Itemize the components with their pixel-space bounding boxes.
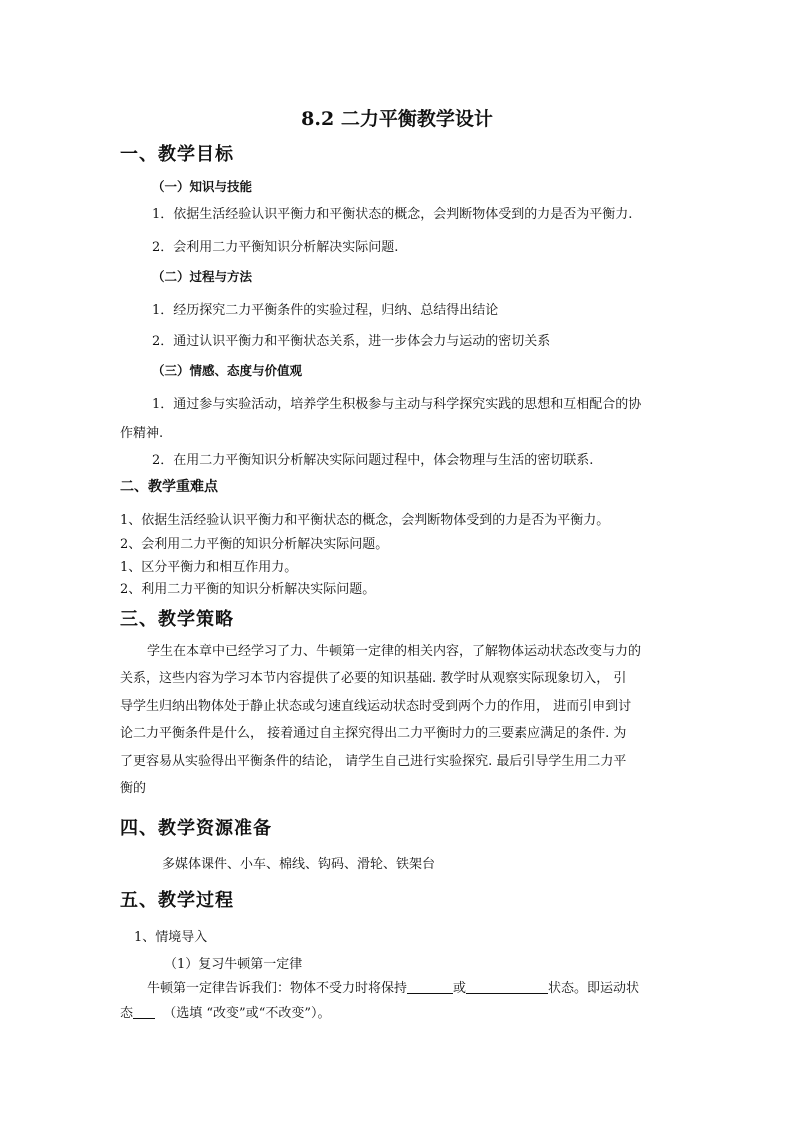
- list-item: 1、情境导入: [134, 930, 208, 945]
- fill-in-question: [120, 1002, 331, 1021]
- fill-in-question: [147, 977, 639, 996]
- paragraph-line: 1．依据生活经验认识平衡力和平衡状态的概念，会判断物体受到的力是否为平衡力.: [152, 207, 633, 222]
- question-text: （选填 “改变”或“不改变”）。: [163, 1006, 331, 1021]
- question-text: 状态。即运动状: [548, 981, 640, 996]
- paragraph-line: 衡的: [120, 781, 147, 796]
- section-heading-process: 五、教学过程: [120, 890, 234, 911]
- list-item: （1）复习牛顿第一定律: [164, 957, 303, 972]
- list-item: 2、利用二力平衡的知识分析解决实际问题。: [120, 582, 376, 597]
- paragraph-line: 论二力平衡条件是什么， 接着通过自主探究得出二力平衡时力的三要素应满足的条件. 为: [120, 726, 627, 741]
- paragraph-line: 了更容易从实验得出平衡条件的结论， 请学生自己进行实验探究. 最后引导学生用二力平: [120, 754, 627, 769]
- paragraph-line: 2．通过认识平衡力和平衡状态关系，进一步体会力与运动的密切关系: [152, 334, 551, 349]
- subheading-knowledge-skills: （一）知识与技能: [152, 179, 253, 194]
- section-heading-key-points: 二、教学重难点: [120, 479, 218, 495]
- answer-blank[interactable]: [407, 981, 453, 994]
- list-item: 1、区分平衡力和相互作用力。: [120, 560, 298, 575]
- question-text: 或: [453, 981, 467, 996]
- paragraph-line: 1．通过参与实验活动，培养学生积极参与主动与科学探究实践的思想和互相配合的协: [152, 397, 642, 412]
- subheading-emotion-values: （三）情感、态度与价值观: [152, 363, 303, 378]
- question-text: 牛顿第一定律告诉我们：物体不受力时将保持: [147, 981, 408, 996]
- paragraph-line: 学生在本章中已经学习了力、牛顿第一定律的相关内容，了解物体运动状态改变与力的: [147, 644, 642, 659]
- subheading-process-method: （二）过程与方法: [152, 269, 253, 284]
- list-item: 1、依据生活经验认识平衡力和平衡状态的概念，会判断物体受到的力是否为平衡力。: [120, 513, 610, 528]
- paragraph-line: 作精神.: [120, 426, 164, 441]
- paragraph-line: 关系，这些内容为学习本节内容提供了必要的知识基础. 教学时从观察实际现象切入， 引: [120, 671, 627, 686]
- paragraph-line: 导学生归纳出物体处于静止状态或匀速直线运动状态时受到两个力的作用， 进而引申到讨: [120, 699, 632, 714]
- answer-blank[interactable]: [466, 981, 548, 994]
- section-heading-resources: 四、教学资源准备: [120, 818, 272, 839]
- section-heading-strategy: 三、教学策略: [120, 609, 234, 630]
- list-item: 2、会利用二力平衡的知识分析解决实际问题。: [120, 537, 389, 552]
- answer-blank[interactable]: [133, 1006, 155, 1019]
- section-heading-objectives: 一、教学目标: [120, 144, 234, 165]
- question-text: 态: [120, 1006, 134, 1021]
- paragraph-line: 1．经历探究二力平衡条件的实验过程，归纳、总结得出结论: [152, 303, 499, 318]
- document-title: 8.2 二力平衡教学设计: [301, 108, 493, 130]
- paragraph-line: 2．在用二力平衡知识分析解决实际问题过程中，体会物理与生活的密切联系.: [152, 453, 594, 468]
- paragraph-line: 多媒体课件、小车、棉线、钩码、滑轮、铁架台: [162, 857, 436, 872]
- paragraph-line: 2．会利用二力平衡知识分析解决实际问题.: [152, 240, 399, 255]
